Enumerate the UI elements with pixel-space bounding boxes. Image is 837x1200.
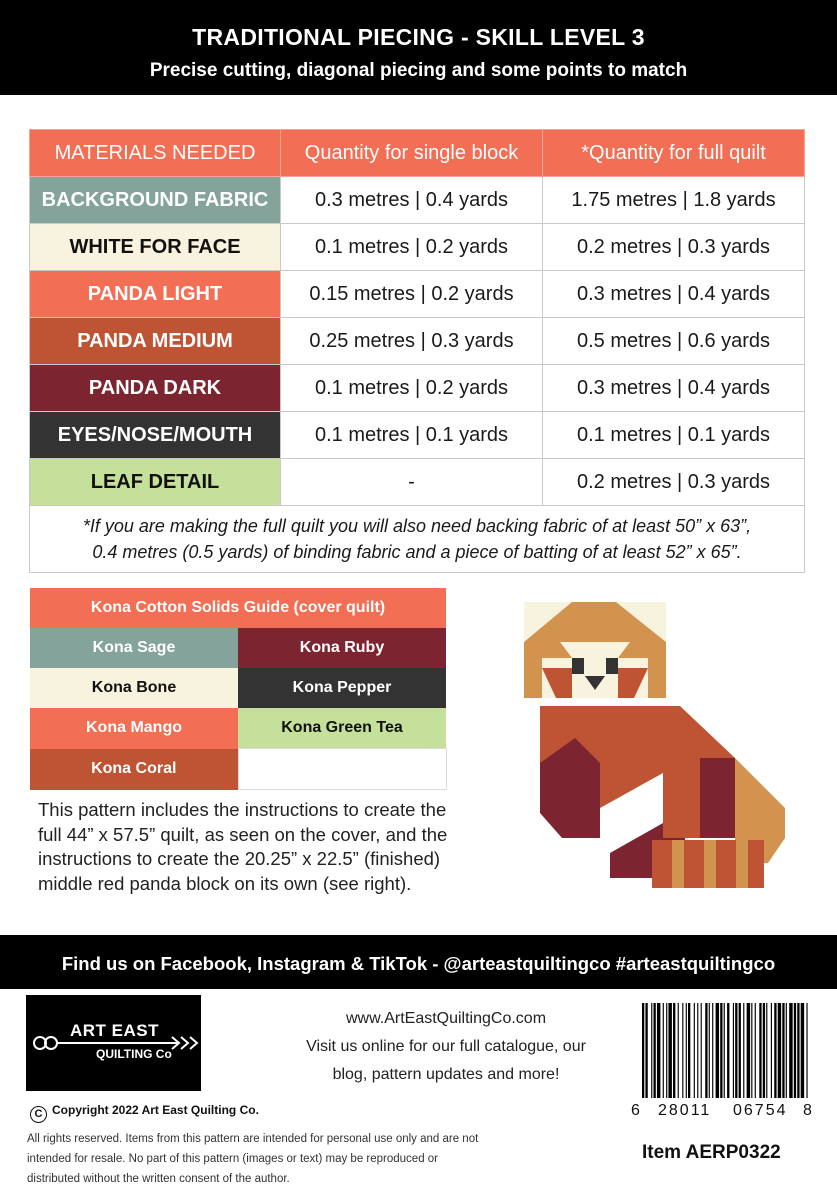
single-quantity: 0.1 metres | 0.2 yards: [281, 365, 543, 412]
material-row: [30, 224, 805, 271]
barcode-bar: [771, 1003, 772, 1098]
kona-swatch: Kona Sage: [30, 628, 238, 668]
material-row: [30, 459, 805, 506]
social-band: Find us on Facebook, Instagram & TikTok - @arteastquiltingco #arteastquiltingco: [0, 935, 837, 989]
barcode-digit-group: 28011: [658, 1102, 712, 1119]
material-label: EYES/NOSE/MOUTH: [30, 412, 281, 459]
barcode-bar: [701, 1003, 702, 1098]
tail-stripe: [684, 840, 704, 888]
barcode-bar: [673, 1003, 675, 1098]
barcode-bar: [735, 1003, 737, 1098]
column-header: *Quantity for full quilt: [543, 130, 805, 177]
tail-stripe: [736, 840, 748, 888]
barcode-bar: [751, 1003, 752, 1098]
materials-header-row: [30, 130, 805, 177]
kona-swatch: Kona Ruby: [238, 628, 446, 668]
item-number: Item AERP0322: [642, 1142, 781, 1163]
barcode-digit: 8: [803, 1102, 814, 1119]
header-band: [0, 0, 837, 95]
pattern-description: [38, 798, 478, 896]
material-row: [30, 271, 805, 318]
website-line: Visit us online for our full catalogue, our: [306, 1038, 586, 1055]
barcode-bar: [686, 1003, 687, 1098]
copyright-text: Copyright 2022 Art East Quilting Co.: [52, 1103, 259, 1117]
kona-swatch: Kona Green Tea: [238, 708, 446, 749]
material-label: LEAF DETAIL: [30, 459, 281, 506]
column-header: Quantity for single block: [281, 130, 543, 177]
barcode-bar: [778, 1003, 781, 1098]
barcode-bar: [786, 1003, 787, 1098]
single-quantity: 0.15 metres | 0.2 yards: [281, 271, 543, 318]
single-quantity: -: [281, 459, 543, 506]
logo-arrow-icon: [26, 995, 201, 1091]
barcode-bar: [763, 1003, 765, 1098]
kona-guide-table: [30, 588, 447, 790]
barcode-bar: [682, 1003, 683, 1098]
tail-stripe: [716, 840, 736, 888]
eye-left: [572, 658, 584, 674]
materials-table: [29, 129, 805, 573]
barcode-bar: [794, 1003, 796, 1098]
rights-line: intended for resale. No part of this pattern (images or text) may be reproduced or: [27, 1153, 439, 1165]
back-leg: [700, 758, 735, 838]
barcode-bar: [806, 1003, 807, 1098]
tail-stripe: [652, 840, 672, 888]
material-label: PANDA DARK: [30, 365, 281, 412]
barcode-bar: [651, 1003, 652, 1098]
logo-line-1: ART EAST: [70, 1021, 159, 1040]
copyright: [30, 1103, 259, 1123]
single-quantity: 0.1 metres | 0.2 yards: [281, 224, 543, 271]
kona-swatch: Kona Pepper: [238, 668, 446, 708]
material-label: BACKGROUND FABRIC: [30, 177, 281, 224]
barcode-digit-group: 06754: [733, 1102, 788, 1119]
note-line: *If you are making the full quilt you will also need backing fabric of at least 50” x 63”,: [82, 516, 752, 536]
barcode-bar: [766, 1003, 767, 1098]
kona-swatch: Kona Mango: [30, 708, 238, 749]
full-quantity: 0.2 metres | 0.3 yards: [543, 459, 805, 506]
logo-line-2: QUILTING Co: [96, 1047, 172, 1061]
website-info: [276, 1005, 616, 1089]
full-quantity: 0.2 metres | 0.3 yards: [543, 224, 805, 271]
material-row: [30, 177, 805, 224]
barcode-bar: [727, 1003, 729, 1098]
website-line: blog, pattern updates and more!: [332, 1066, 560, 1083]
full-quantity: 1.75 metres | 1.8 yards: [543, 177, 805, 224]
barcode-bar: [678, 1003, 679, 1098]
tail-stripe: [704, 840, 716, 888]
kona-swatch: Kona Coral: [30, 749, 238, 790]
barcode-bar: [645, 1003, 647, 1098]
barcode-digit: 6: [631, 1102, 642, 1119]
barcode: [640, 1003, 810, 1098]
barcode-bar: [668, 1003, 671, 1098]
material-label: PANDA MEDIUM: [30, 318, 281, 365]
tail-stripe: [672, 840, 684, 888]
art-east-logo: [26, 995, 201, 1091]
barcode-bar: [739, 1003, 741, 1098]
barcode-bar: [642, 1003, 644, 1098]
barcode-bar: [733, 1003, 734, 1098]
barcode-bar: [789, 1003, 792, 1098]
description-line: instructions to create the 20.25” x 22.5” (finished): [38, 848, 441, 869]
barcode-bar: [694, 1003, 695, 1098]
barcode-bar: [663, 1003, 664, 1098]
full-quantity: 0.3 metres | 0.4 yards: [543, 271, 805, 318]
barcode-bar: [666, 1003, 667, 1098]
barcode-bar: [697, 1003, 698, 1098]
description-line: middle red panda block on its own (see right).: [38, 872, 412, 894]
page-subtitle: Precise cutting, diagonal piecing and some points to match: [149, 60, 688, 81]
full-quantity: 0.1 metres | 0.1 yards: [543, 412, 805, 459]
page-title: TRADITIONAL PIECING - SKILL LEVEL 3: [192, 24, 645, 50]
description-line: full 44” x 57.5” quilt, as seen on the cover, and the: [38, 823, 448, 845]
material-row: [30, 412, 805, 459]
barcode-bar: [709, 1003, 710, 1098]
rights-notice: [27, 1129, 547, 1189]
description-line: This pattern includes the instructions to create the: [38, 799, 447, 820]
website-url[interactable]: www.ArtEastQuiltingCo.com: [345, 1010, 547, 1027]
barcode-bar: [705, 1003, 707, 1098]
barcode-bar: [797, 1003, 799, 1098]
tail-stripe: [748, 840, 764, 888]
forehead-light: [560, 642, 630, 658]
single-quantity: 0.25 metres | 0.3 yards: [281, 318, 543, 365]
barcode-bar: [782, 1003, 784, 1098]
kona-swatch: Kona Bone: [30, 668, 238, 708]
barcode-bar: [720, 1003, 722, 1098]
single-quantity: 0.1 metres | 0.1 yards: [281, 412, 543, 459]
barcode-bar: [716, 1003, 719, 1098]
materials-note-row: [30, 506, 805, 573]
full-quantity: 0.5 metres | 0.6 yards: [543, 318, 805, 365]
eye-right: [606, 658, 618, 674]
copyright-icon: C: [30, 1106, 47, 1123]
rights-line: All rights reserved. Items from this pattern are intended for personal use only and are not: [27, 1133, 479, 1145]
column-header: MATERIALS NEEDED: [30, 130, 281, 177]
barcode-bar: [747, 1003, 750, 1098]
barcode-bar: [743, 1003, 744, 1098]
barcode-bar: [755, 1003, 756, 1098]
barcode-bar: [712, 1003, 713, 1098]
materials-note: [30, 506, 805, 573]
material-label: PANDA LIGHT: [30, 271, 281, 318]
kona-guide-title: Kona Cotton Solids Guide (cover quilt): [30, 588, 446, 628]
single-quantity: 0.3 metres | 0.4 yards: [281, 177, 543, 224]
barcode-bar: [654, 1003, 656, 1098]
material-row: [30, 318, 805, 365]
barcode-bar: [724, 1003, 725, 1098]
note-line: 0.4 metres (0.5 yards) of binding fabric and a piece of batting of at least 52” x 65”.: [92, 542, 742, 562]
red-panda-block-illustration: [520, 598, 790, 890]
material-row: [30, 365, 805, 412]
barcode-bar: [688, 1003, 690, 1098]
barcode-bar: [657, 1003, 660, 1098]
rights-line: distributed without the written consent of the author.: [27, 1173, 290, 1185]
barcode-bar: [759, 1003, 761, 1098]
kona-empty-cell: [238, 749, 446, 790]
barcode-bar: [801, 1003, 804, 1098]
barcode-bar: [774, 1003, 776, 1098]
material-label: WHITE FOR FACE: [30, 224, 281, 271]
full-quantity: 0.3 metres | 0.4 yards: [543, 365, 805, 412]
